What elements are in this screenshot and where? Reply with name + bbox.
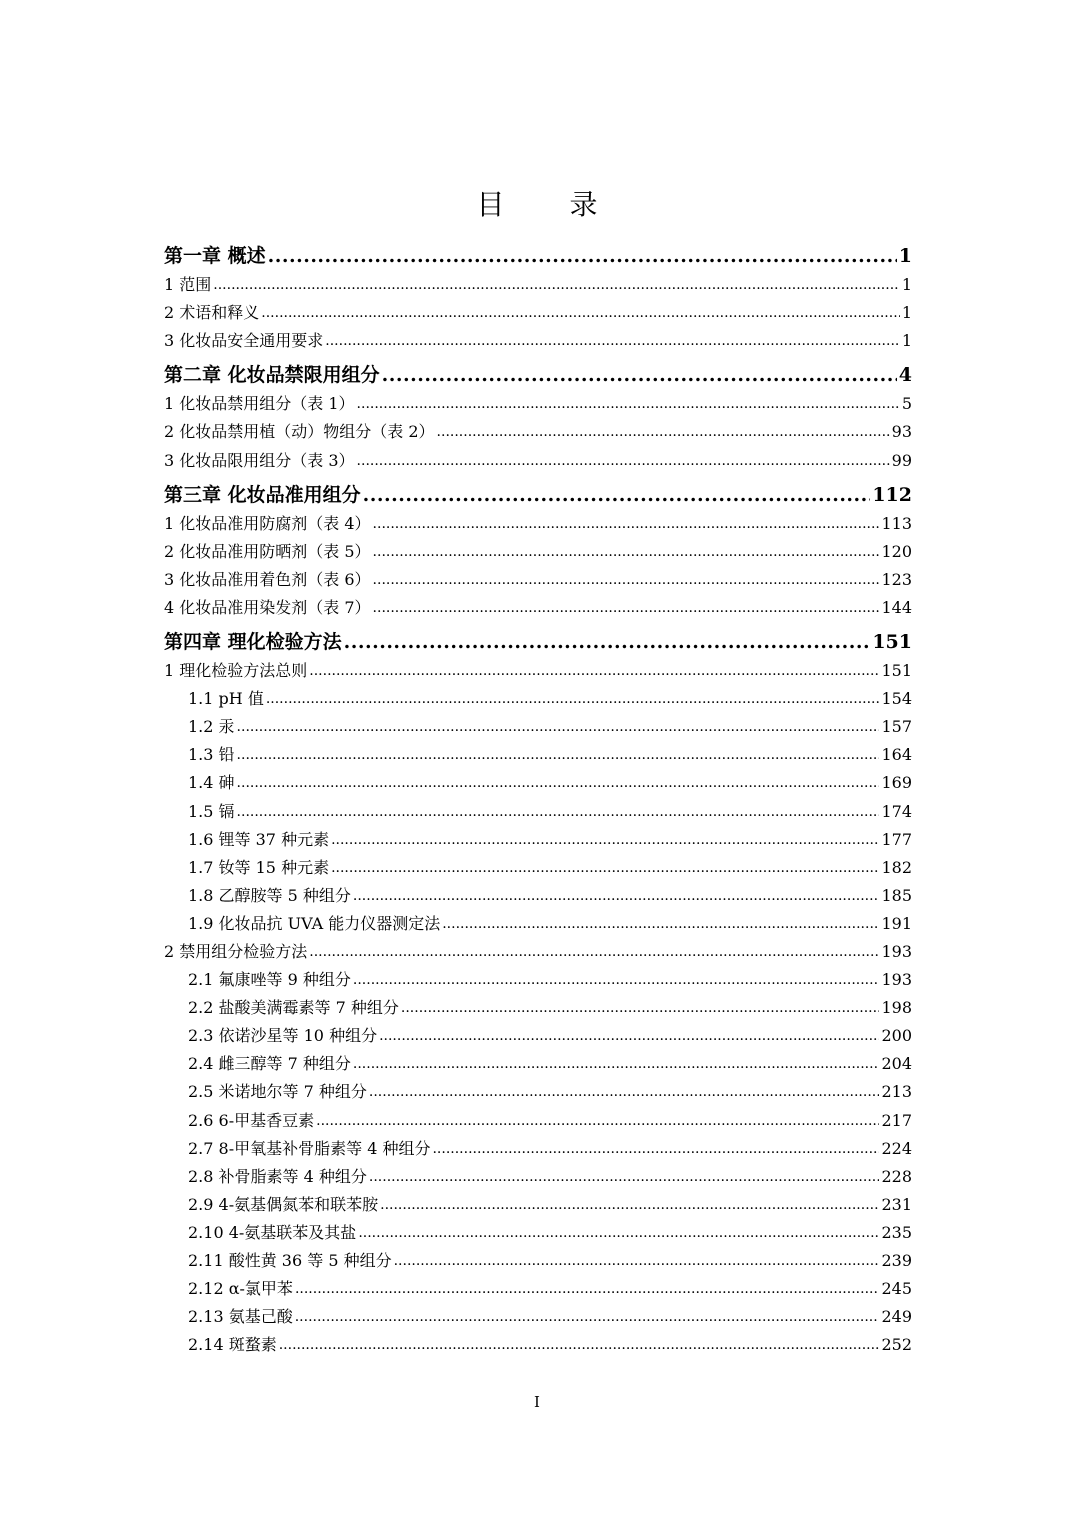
entry-page-number: 204 — [881, 1054, 912, 1074]
toc-section-entry[interactable] — [164, 390, 912, 418]
toc-subsection-entry[interactable] — [164, 713, 912, 741]
dot-leader — [279, 1331, 880, 1359]
toc-subsection-entry[interactable] — [164, 1219, 912, 1247]
entry-title: 2.12 α-氯甲苯 — [188, 1279, 293, 1299]
entry-page-number: 157 — [881, 717, 912, 737]
entry-page-number: 185 — [881, 885, 912, 905]
entry-title: 2.11 酸性黄 36 等 5 种组分 — [188, 1251, 392, 1270]
entry-page-number: 213 — [881, 1082, 912, 1102]
entry-page-number: 120 — [881, 541, 912, 561]
dot-leader — [379, 1022, 879, 1050]
chapter-title: 第四章 理化检验方法 — [164, 630, 342, 653]
entry-title: 1.2 汞 — [188, 717, 235, 737]
entry-page-number: 113 — [881, 513, 912, 533]
dot-leader — [331, 826, 879, 854]
entry-title: 2.10 4-氨基联苯及其盐 — [188, 1222, 357, 1242]
entry-page-number: 169 — [881, 773, 912, 793]
toc-subsection-entry[interactable] — [164, 741, 912, 769]
toc-subsection-entry[interactable] — [164, 1022, 912, 1050]
dot-leader — [394, 1247, 880, 1275]
dot-leader — [268, 241, 897, 271]
dot-leader — [213, 271, 900, 299]
dot-leader — [401, 994, 880, 1022]
entry-page-number: 249 — [881, 1307, 912, 1327]
entry-title: 3 化妆品限用组分（表 3） — [164, 450, 355, 470]
toc-chapter-entry[interactable] — [164, 355, 912, 390]
entry-title: 1.6 锂等 37 种元素 — [188, 829, 330, 849]
dot-leader — [442, 910, 879, 938]
entry-title: 1.4 砷 — [188, 773, 235, 793]
entry-page-number: 151 — [881, 661, 912, 681]
dot-leader — [358, 1219, 879, 1247]
dot-leader — [237, 798, 880, 826]
entry-page-number: 231 — [881, 1194, 912, 1214]
entry-title: 1 化妆品禁用组分（表 1） — [164, 394, 355, 414]
entry-title: 2.2 盐酸美满霉素等 7 种组分 — [188, 998, 399, 1018]
toc-subsection-entry[interactable] — [164, 797, 912, 825]
page-number-footer: I — [534, 1393, 540, 1411]
toc-section-entry[interactable] — [164, 446, 912, 474]
entry-page-number: 177 — [881, 829, 912, 849]
toc-subsection-entry[interactable] — [164, 882, 912, 910]
entry-title: 2.3 依诺沙星等 10 种组分 — [188, 1026, 378, 1046]
entry-page-number: 200 — [881, 1026, 912, 1046]
entry-page-number: 198 — [881, 998, 912, 1018]
entry-page-number: 191 — [881, 913, 912, 933]
toc-section-entry[interactable] — [164, 594, 912, 622]
dot-leader — [373, 594, 880, 622]
entry-title: 1.8 乙醇胺等 5 种组分 — [188, 885, 351, 905]
dot-leader — [309, 938, 879, 966]
entry-page-number: 1 — [901, 331, 912, 351]
entry-page-number: 93 — [891, 422, 912, 442]
entry-page-number: 99 — [891, 450, 912, 470]
dot-leader — [261, 299, 900, 327]
toc-chapter-entry[interactable] — [164, 622, 912, 657]
toc-subsection-entry[interactable] — [164, 1247, 912, 1275]
toc-section-entry[interactable] — [164, 418, 912, 446]
dot-leader — [357, 447, 890, 475]
dot-leader — [237, 741, 880, 769]
toc-section-entry[interactable] — [164, 538, 912, 566]
dot-leader — [266, 685, 880, 713]
dot-leader — [432, 1135, 879, 1163]
toc-subsection-entry[interactable] — [164, 1078, 912, 1106]
entry-title: 2.6 6-甲基香豆素 — [188, 1110, 315, 1130]
toc-subsection-entry[interactable] — [164, 1106, 912, 1134]
entry-page-number: 182 — [881, 857, 912, 877]
entry-page-number: 5 — [901, 394, 912, 414]
entry-title: 4 化妆品准用染发剂（表 7） — [164, 597, 371, 617]
toc-subsection-entry[interactable] — [164, 1275, 912, 1303]
dot-leader — [353, 966, 880, 994]
entry-page-number: 193 — [881, 970, 912, 990]
dot-leader — [295, 1303, 880, 1331]
entry-page-number: 239 — [881, 1251, 912, 1270]
entry-title: 2.7 8-甲氧基补骨脂素等 4 种组分 — [188, 1138, 431, 1158]
dot-leader — [357, 390, 900, 418]
dot-leader — [309, 657, 879, 685]
chapter-page-number: 151 — [872, 630, 912, 653]
toc-subsection-entry[interactable] — [164, 966, 912, 994]
toc-section-entry[interactable] — [164, 327, 912, 355]
entry-page-number: 154 — [881, 689, 912, 709]
dot-leader — [382, 360, 897, 390]
entry-title: 1 理化检验方法总则 — [164, 661, 308, 681]
toc-subsection-entry[interactable] — [164, 1050, 912, 1078]
toc-subsection-entry[interactable] — [164, 910, 912, 938]
dot-leader — [369, 1163, 880, 1191]
entry-title: 2 术语和释义 — [164, 303, 260, 323]
entry-page-number: 245 — [881, 1279, 912, 1299]
toc-subsection-entry[interactable] — [164, 1135, 912, 1163]
entry-title: 2 化妆品准用防晒剂（表 5） — [164, 541, 371, 561]
entry-page-number: 228 — [881, 1166, 912, 1186]
dot-leader — [380, 1191, 879, 1219]
toc-chapter-entry[interactable] — [164, 475, 912, 510]
dot-leader — [373, 538, 880, 566]
toc-section-entry[interactable] — [164, 299, 912, 327]
entry-page-number: 1 — [901, 275, 912, 295]
dot-leader — [369, 1078, 880, 1106]
entry-title: 1.9 化妆品抗 UVA 能力仪器测定法 — [188, 913, 441, 933]
entry-page-number: 193 — [881, 941, 912, 961]
entry-title: 1.1 pH 值 — [188, 689, 264, 709]
entry-page-number: 235 — [881, 1222, 912, 1242]
page-title: 目 录 — [476, 188, 626, 221]
dot-leader — [373, 566, 880, 594]
chapter-page-number: 1 — [898, 245, 912, 267]
entry-title: 2.9 4-氨基偶氮苯和联苯胺 — [188, 1194, 379, 1214]
entry-title: 2 禁用组分检验方法 — [164, 941, 308, 961]
entry-page-number: 164 — [881, 745, 912, 765]
toc-section-entry[interactable] — [164, 271, 912, 299]
entry-title: 2 化妆品禁用植（动）物组分（表 2） — [164, 422, 435, 442]
entry-title: 2.8 补骨脂素等 4 种组分 — [188, 1166, 367, 1186]
toc-section-entry[interactable] — [164, 938, 912, 966]
chapter-page-number: 4 — [898, 364, 912, 387]
entry-page-number: 252 — [881, 1335, 912, 1355]
entry-title: 2.14 斑蝥素 — [188, 1335, 277, 1355]
entry-title: 3 化妆品安全通用要求 — [164, 331, 324, 351]
toc-subsection-entry[interactable] — [164, 1331, 912, 1359]
dot-leader — [316, 1107, 879, 1135]
toc-subsection-entry[interactable] — [164, 1191, 912, 1219]
toc-section-entry[interactable] — [164, 566, 912, 594]
dot-leader — [373, 510, 880, 538]
dot-leader — [363, 480, 871, 510]
entry-page-number: 144 — [881, 597, 912, 617]
entry-title: 2.13 氨基己酸 — [188, 1307, 293, 1327]
dot-leader — [325, 327, 900, 355]
dot-leader — [353, 1050, 880, 1078]
toc-subsection-entry[interactable] — [164, 854, 912, 882]
entry-title: 1.5 镉 — [188, 801, 235, 821]
entry-title: 2.1 氟康唑等 9 种组分 — [188, 970, 351, 990]
dot-leader — [237, 769, 880, 797]
dot-leader — [344, 627, 871, 657]
chapter-title: 第三章 化妆品准用组分 — [164, 483, 361, 506]
toc-subsection-entry[interactable] — [164, 1163, 912, 1191]
entry-page-number: 224 — [881, 1138, 912, 1158]
entry-title: 1 化妆品准用防腐剂（表 4） — [164, 513, 371, 533]
toc-section-entry[interactable] — [164, 510, 912, 538]
entry-page-number: 1 — [901, 303, 912, 323]
toc-subsection-entry[interactable] — [164, 826, 912, 854]
dot-leader — [437, 418, 890, 446]
table-of-contents — [164, 236, 912, 1359]
toc-chapter-entry[interactable] — [164, 236, 912, 271]
chapter-title: 第一章 概述 — [164, 245, 266, 267]
entry-title: 1.3 铅 — [188, 745, 235, 765]
dot-leader — [331, 854, 879, 882]
entry-title: 2.5 米诺地尔等 7 种组分 — [188, 1082, 367, 1102]
dot-leader — [295, 1275, 880, 1303]
toc-subsection-entry[interactable] — [164, 685, 912, 713]
entry-page-number: 174 — [881, 801, 912, 821]
toc-subsection-entry[interactable] — [164, 994, 912, 1022]
toc-section-entry[interactable] — [164, 657, 912, 685]
dot-leader — [237, 713, 880, 741]
entry-page-number: 217 — [881, 1110, 912, 1130]
chapter-page-number: 112 — [872, 483, 912, 506]
entry-title: 3 化妆品准用着色剂（表 6） — [164, 569, 371, 589]
toc-subsection-entry[interactable] — [164, 1303, 912, 1331]
entry-title: 2.4 雌三醇等 7 种组分 — [188, 1054, 351, 1074]
entry-page-number: 123 — [881, 569, 912, 589]
entry-title: 1.7 钕等 15 种元素 — [188, 857, 330, 877]
dot-leader — [353, 882, 880, 910]
toc-subsection-entry[interactable] — [164, 769, 912, 797]
chapter-title: 第二章 化妆品禁限用组分 — [164, 364, 380, 387]
entry-title: 1 范围 — [164, 275, 212, 295]
